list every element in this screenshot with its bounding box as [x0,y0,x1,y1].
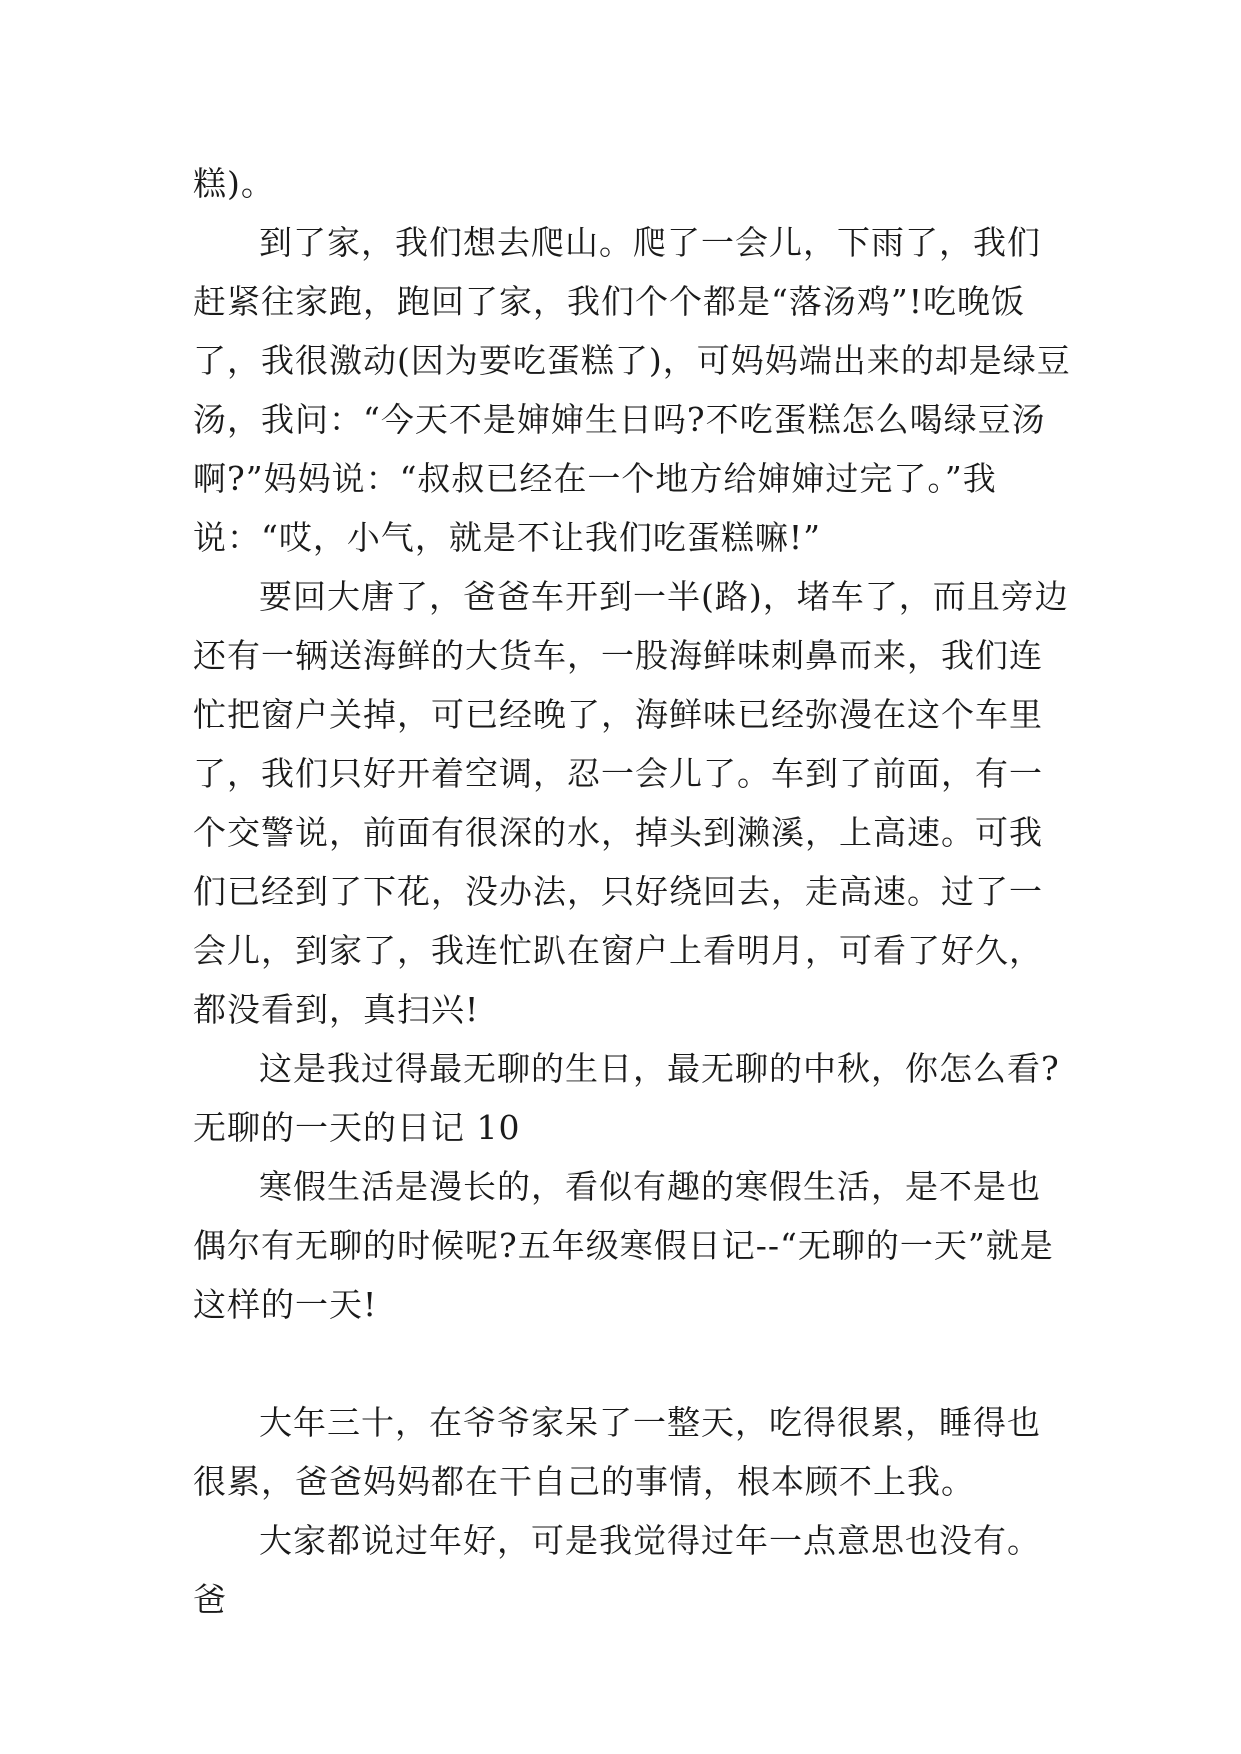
document-body [193,154,1073,1629]
paragraph: 要回大唐了，爸爸车开到一半(路)，堵车了，而且旁边还有一辆送海鲜的大货车，一股海鲜味刺鼻而来，我们连忙把窗户关掉，可已经晚了，海鲜味已经弥漫在这个车里了，我们只好开着空调，忍一会儿了。车到了前面，有一个交警说，前面有很深的水，掉头到濑溪，上高速。可我们已经到了下花，没办法，只好绕回去，走高速。过了一会儿，到家了，我连忙趴在窗户上看明月，可看了好久，都没看到，真扫兴! [193,577,1069,1029]
paragraph: 寒假生活是漫长的，看似有趣的寒假生活，是不是也偶尔有无聊的时候呢?五年级寒假日记--“无聊的一天”就是这样的一天! [193,1167,1054,1324]
paragraph: 这是我过得最无聊的生日，最无聊的中秋，你怎么看? [259,1049,1060,1088]
paragraph: 大家都说过年好，可是我觉得过年一点意思也没有。爸 [193,1521,1041,1619]
paragraph: 糕)。 [193,164,275,203]
section-heading: 无聊的一天的日记 10 [193,1108,521,1147]
paragraph: 大年三十，在爷爷家呆了一整天，吃得很累，睡得也很累，爸爸妈妈都在干自己的事情，根本顾不上我。 [193,1403,1041,1501]
paragraph: 到了家，我们想去爬山。爬了一会儿，下雨了，我们赶紧往家跑，跑回了家，我们个个都是“落汤鸡”!吃晚饭了，我很激动(因为要吃蛋糕了)，可妈妈端出来的却是绿豆汤，我问：“今天不是婶婶生日吗?不吃蛋糕怎么喝绿豆汤啊?”妈妈说：“叔叔已经在一个地方给婶婶过完了。”我说：“哎，小气，就是不让我们吃蛋糕嘛!” [193,223,1071,557]
paragraph-gap [193,1334,1073,1393]
